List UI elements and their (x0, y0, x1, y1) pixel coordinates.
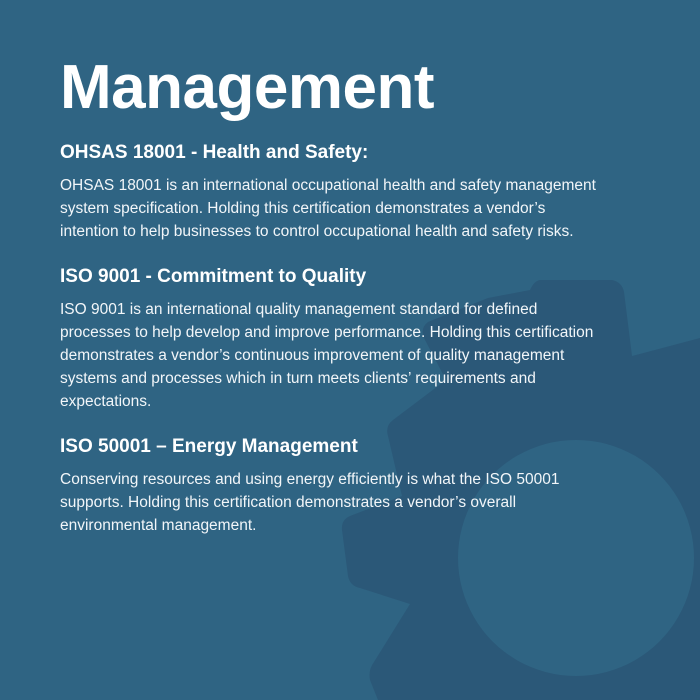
section-ohsas-18001 (60, 140, 620, 243)
section-body: OHSAS 18001 is an international occupational health and safety management system specification. Holding this certification demonstrates a vendor’s intention to help businesses to control occupational health and safety risks. (60, 177, 596, 240)
section-heading: ISO 50001 – Energy Management (60, 436, 358, 457)
section-heading: ISO 9001 - Commitment to Quality (60, 266, 367, 287)
section-iso-9001 (60, 264, 620, 413)
section-iso-50001 (60, 434, 620, 537)
section-body: ISO 9001 is an international quality management standard for defined processes to help develop and improve performance. Holding this certification demonstrates a vendor’s continuous improvement of quality management systems and processes which in turn meets clients’ requirements and expectations. (60, 301, 594, 410)
section-heading: OHSAS 18001 - Health and Safety: (60, 142, 369, 163)
page-title: Management (60, 53, 434, 122)
section-body: Conserving resources and using energy efficiently is what the ISO 50001 supports. Holding this certification demonstrates a vendor’s overall environmental management. (60, 471, 560, 534)
content-area (60, 50, 620, 537)
